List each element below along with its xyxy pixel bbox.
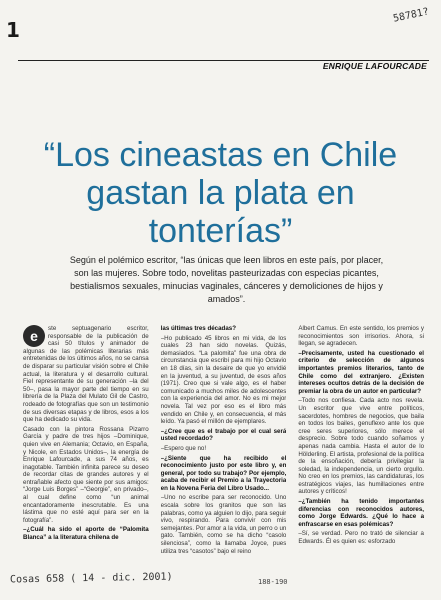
column-3 <box>298 325 424 580</box>
answer: Albert Camus. En este sentido, los premios y reconocimientos son irrisorios. Ahora, si llegan, se agradecen. <box>298 325 425 348</box>
paragraph-text: ste septuagenario escritor, responsable de la publicación de casi 50 títulos y animador de algunas de las polémicas literarias más entretenidas de los últimos años, no se cansa de disparar su particular visión sobre el Chile actual, la literatura y el desarrollo cultural. Fiel representante de su generación –la del 50–, pasa la mayor parte del tiempo en su librería de la Plaza del Mulato Gil de Castro, rodeado de fotografías que son un testimonio de sus diversas etapas y de libros, esos a los que ha dedicado su vida. <box>23 325 149 424</box>
dropcap: e <box>23 325 45 347</box>
answer: –Ho publicado 45 libros en mi vida, de los cuales 23 han sido novelas. Quizás, demasiados. “La palomita” fue una obra de circunstancia que escribí para mi hijo Octavio en 18 días, sin la desaire de que yo envidié en la juventud, a su juventud, de esos años (1971). Creo que si vale algo, es el haber comunicado a muchos miles de adolescentes con la experiencia del amor. No es mi mejor novela. Tal vez por eso es el libro más vendido en Chile y, en consecuencia, el más leído. Ya pasó el millón de ejemplares. <box>160 334 287 426</box>
column-2 <box>161 325 287 580</box>
author-byline: ENRIQUE LAFOURCADE <box>322 61 427 71</box>
page-mark: 1 <box>6 18 20 42</box>
question: –¿También ha tenido importantes diferencias con reconocidos autores, como Jorge Edwards. ¿Qué lo hace a enfrascarse en esas polémicas? <box>298 498 425 528</box>
article-title: “Los cineastas en Chile gastan la plata en tonterías” <box>43 135 398 250</box>
question: –¿Cree que es el trabajo por el cual será usted recordado? <box>160 427 287 443</box>
question: –¿Cuál ha sido el aporte de “Palomita Blanca” a la literatura chilena de <box>23 526 149 542</box>
question: las últimas tres décadas? <box>160 325 236 332</box>
page-numbers: 188-190 <box>258 578 288 586</box>
article-lead: Según el polémico escritor, “las únicas que leen libros en este país, por placer, son las mujeres. Sobre todo, novelitas pasteurizadas con especias picantes, bestialismos sexuales, minucias vaginales, cánceres y demoliciones de hijos y amados”. <box>69 255 384 304</box>
answer: –Espero que no! <box>160 444 207 452</box>
paragraph: Casado con la pintora Rossana Pizarro García y padre de tres hijos –Dominique, quien vive en Alemania; Octavio, en España, y Nicole, en Estados Unidos–, la energía de Enrique Lafourcade, a sus 74 años, es inagotable. También infinita parece su deseo de recordar citas de grandes autores y el entrañable afecto que siente por sus amigos: “Jorge Luis Borges” –“Georgie”, en privado–, al cual define como “un animal encantadoramente inescrutable. Es una lástima que no esté aquí para ser en la fotografía”. <box>23 425 149 524</box>
question: –Precisamente, usted ha cuestionado el criterio de selección de algunos importantes premios literarios, tanto de Chile como del extranjero. ¿Existen intereses ocultos detrás de la decisión de premiar la obra de un autor en particular? <box>298 349 425 395</box>
article-body <box>23 325 424 580</box>
handwritten-id: 58781? <box>392 6 430 25</box>
question: –¿Siente que ha recibido el reconocimiento justo por este libro y, en general, por todo su trabajo? Por ejemplo, acaba de recibir el Premio a la Trayectoria en la Novena Feria del Libro Usado... <box>160 454 287 492</box>
column-1 <box>23 325 149 580</box>
answer: –Sí, se verdad. Pero no trató de silenciar a Edwards. Él es quien es: esforzado <box>298 530 425 546</box>
answer: –Uno no escribe para ser reconocido. Uno escala sobre los granitos que son las palabras, como ya alguien lo dijo, para seguir vivo, respirando. Para convivir con mis semejantes. Por amor a la vida, un perro o un gato. También, como se ha dicho “casolo silenciosa”, como la llamaba Joyce, pues utiliza tres “casotos” bajo el reino <box>160 494 287 555</box>
answer: –Todo nos confiesa. Cada acto nos revela. Un escritor que vive entre políticos, sacerdotes, hombres de negocios, que baila en todos los bailes, genuflexo ante los que cree seres superiores, sólo merece el desprecio. Sobre todo cuando soñamos y apenas nada cambia. Hasta el autor de lo Hölderling. El artista, profesional de la política de la ensoñación, debería privilegiar la soledad, la independencia, un cierto orgullo. No creo en los premios, las candidaturas, los estratégicos viajes, las humillaciones entre autores y críticos! <box>298 397 425 496</box>
paragraph <box>23 325 149 424</box>
handwritten-citation: Cosas 658 ( 14 - dic. 2001) <box>9 571 173 586</box>
